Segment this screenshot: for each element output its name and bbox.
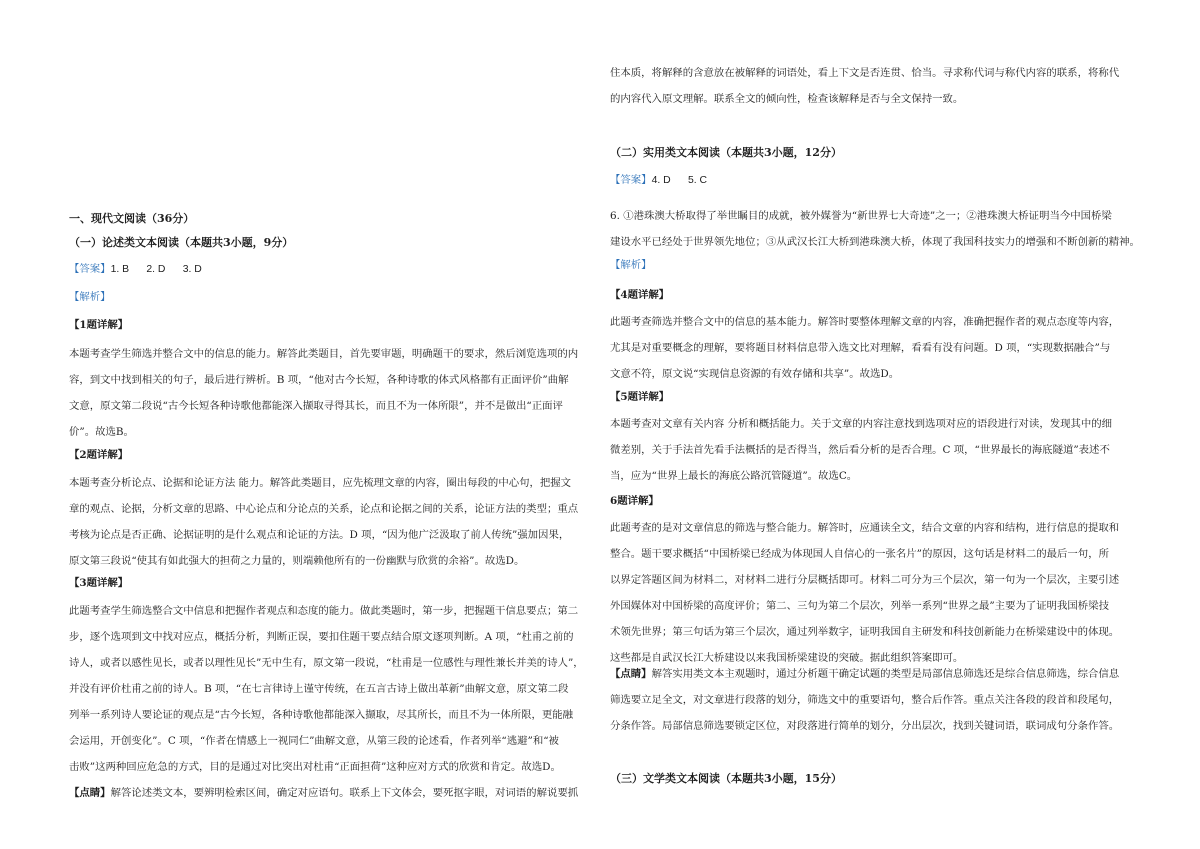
q6-detail-line: 外国媒体对中国桥梁的高度评价；第二、三句为第二个层次，列举一系列“世界之最”主要为了证明我国桥梁技 [610, 600, 1109, 612]
q6-detail-line: 以界定答题区间为材料二，对材料二进行分层概括即可。材料二可分为三个层次，第一句为一个层次，主要引述 [610, 574, 1120, 586]
q3-line: 步，逐个选项到文中找对应点，概括分析，判断正误，要扣住题干要点结合原文逐项判断。A 项，“杜甫之前的 [69, 631, 574, 643]
q4-heading: 【4题详解】 [610, 289, 670, 301]
q2-line: 本题考查分析论点、论据和论证方法 能力。解答此类题目，应先梳理文章的内容，圈出每段的中心句，把握文 [69, 477, 572, 489]
q3-line: 击败”这两种回应危急的方式，目的是通过对比突出对杜甫“正面担荷”这种应对方式的欣赏和肯定。故选D。 [69, 761, 561, 773]
tip2-tag: 【点睛】 [610, 668, 652, 680]
q3-line: 会运用，开创变化”。C 项，“作者在情感上一视同仁”曲解文意，从第三段的论述看，作者列举“逃避”和“被 [69, 735, 559, 747]
q6-detail-line: 整合。题干要求概括“中国桥梁已经成为体现国人自信心的一张名片”的原因，这句话是材料二的最后一句，所 [610, 548, 1109, 560]
subsection-title-literary: （三）文学类文本阅读（本题共3小题，15分） [610, 772, 842, 785]
tip2-line: 筛选要立足全文，对文章进行段落的划分，筛选文中的重要语句，整合后作答。重点关注各段的段首和段尾句， [610, 694, 1120, 706]
answer2-line [610, 167, 1146, 194]
q2-line: 章的观点、论据，分析文章的思路、中心论点和分论点的关系，论点和论据之间的关系，论证方法的类型；重点 [69, 503, 579, 515]
tip2-line [610, 661, 1146, 687]
q5-heading: 【5题详解】 [610, 391, 670, 403]
q6-answer-line: 6. ①港珠澳大桥取得了举世瞩目的成就，被外媒誉为“新世界七大奇迹”之一；②港珠澳大桥证明当今中国桥梁 [610, 210, 1112, 222]
tip-text: 解答论述类文本，要辨明检索区间，确定对应语句。联系上下文体会，要死抠字眼，对词语的解说要抓 [110, 787, 579, 799]
q6-heading: 6题详解】 [610, 495, 659, 507]
q5-line: 当，应为“世界上最长的海底公路沉管隧道”。故选C。 [610, 470, 858, 482]
q3-line: 列举一系列诗人要论证的观点是“古今长短，各种诗歌他都能深入撷取，尽其所长，而且不为一体所限，更能融 [69, 709, 574, 721]
tip2-text: 解答实用类文本主观题时，通过分析题干确定试题的类型是局部信息筛选还是综合信息筛选，综合信息 [651, 668, 1120, 680]
q3-line: 诗人，或者以感性见长，或者以理性见长”无中生有，原文第一段说，“杜甫是一位感性与理性兼长并美的诗人”， [69, 657, 584, 669]
section-title: 一、现代文阅读（36分） [69, 212, 195, 225]
analysis-tag: 【解析】 [69, 291, 111, 303]
answer-values: 1. B 2. D 3. D [110, 264, 202, 275]
q3-heading: 【3题详解】 [69, 577, 129, 589]
continuation-line: 的内容代入原文理解。联系全文的倾向性，检查该解释是否与全文保持一致。 [610, 93, 964, 105]
analysis2-tag: 【解析】 [610, 259, 652, 271]
answer2-values: 4. D 5. C [651, 175, 707, 186]
q5-line: 微差别，关于手法首先看手法概括的是否得当，然后看分析的是否合理。C 项，“世界最长的海底隧道”表述不 [610, 444, 1110, 456]
subsection-title-argumentative: （一）论述类文本阅读（本题共3小题，9分） [69, 236, 294, 249]
answer-line [69, 256, 605, 283]
q2-line: 考核为论点是否正确、论据证明的是什么观点和论证的方法。D 项，“因为他广泛汲取了前人传统”强加因果， [69, 529, 570, 541]
q4-line: 尤其是对重要概念的理解，要将题目材料信息带入选文比对理解，看看有没有问题。D 项，“实现数据融合”与 [610, 342, 1111, 354]
q1-line: 价”。故选B。 [69, 426, 134, 438]
q6-detail-line: 术领先世界；第三句话为第三个层次，通过列举数字，证明我国自主研发和科技创新能力在桥梁建设中的体现。 [610, 626, 1120, 638]
answer-tag: 【答案】 [69, 263, 111, 275]
q2-heading: 【2题详解】 [69, 449, 129, 461]
q3-line: 此题考查学生筛选整合文中信息和把握作者观点和态度的能力。做此类题时，第一步，把握题干信息要点；第二 [69, 605, 579, 617]
tip-tag: 【点睛】 [69, 787, 111, 799]
q1-line: 文意，原文第二段说“古今长短各种诗歌他都能深入撷取寻得其长，而且不为一体所限”，并不是做出“正面评 [69, 400, 563, 412]
q5-line: 本题考查对文章有关内容 分析和概括能力。关于文章的内容注意找到选项对应的语段进行对读，发现其中的细 [610, 418, 1113, 430]
subsection-title-practical: （二）实用类文本阅读（本题共3小题，12分） [610, 146, 842, 159]
q1-line: 容，到文中找到相关的句子，最后进行辨析。B 项，“他对古今长短，各种诗歌的体式风格都有正面评价”曲解 [69, 374, 569, 386]
q4-line: 文意不符，原文说“实现信息资源的有效存储和共享”。故选D。 [610, 368, 900, 380]
q6-answer-line: 建设水平已经处于世界领先地位；③从武汉长江大桥到港珠澳大桥，体现了我国科技实力的增强和不断创新的精神。 [610, 236, 1140, 248]
q1-heading: 【1题详解】 [69, 319, 129, 331]
answer2-tag: 【答案】 [610, 174, 652, 186]
continuation-line: 住本质，将解释的含意放在被解释的词语处，看上下文是否连贯、恰当。寻求称代词与称代内容的联系，将称代 [610, 67, 1120, 79]
q6-detail-line: 此题考查的是对文章信息的筛选与整合能力。解答时，应通读全文，结合文章的内容和结构，进行信息的提取和 [610, 522, 1120, 534]
q3-line: 并没有评价杜甫之前的诗人。B 项，“在七言律诗上谨守传统，在五言古诗上做出革新”曲解文意，原文第二段 [69, 683, 569, 695]
q6-detail-line: 这些都是自武汉长江大桥建设以来我国桥梁建设的突破。据此组织答案即可。 [610, 652, 964, 664]
q1-line: 本题考查学生筛选并整合文中的信息的能力。解答此类题目，首先要审题，明确题干的要求，然后浏览选项的内 [69, 348, 579, 360]
q2-line: 原文第三段说“使其有如此强大的担荷之力量的，则端赖他所有的一份幽默与欣赏的余裕”。故选D。 [69, 555, 525, 567]
tip2-line: 分条作答。局部信息筛选要锁定区位，对段落进行简单的划分，分出层次，找到关键词语，联词成句分条作答。 [610, 720, 1120, 732]
tip-line [69, 780, 605, 806]
q4-line: 此题考查筛选并整合文中的信息的基本能力。解答时要整体理解文章的内容，准确把握作者的观点态度等内容， [610, 316, 1120, 328]
